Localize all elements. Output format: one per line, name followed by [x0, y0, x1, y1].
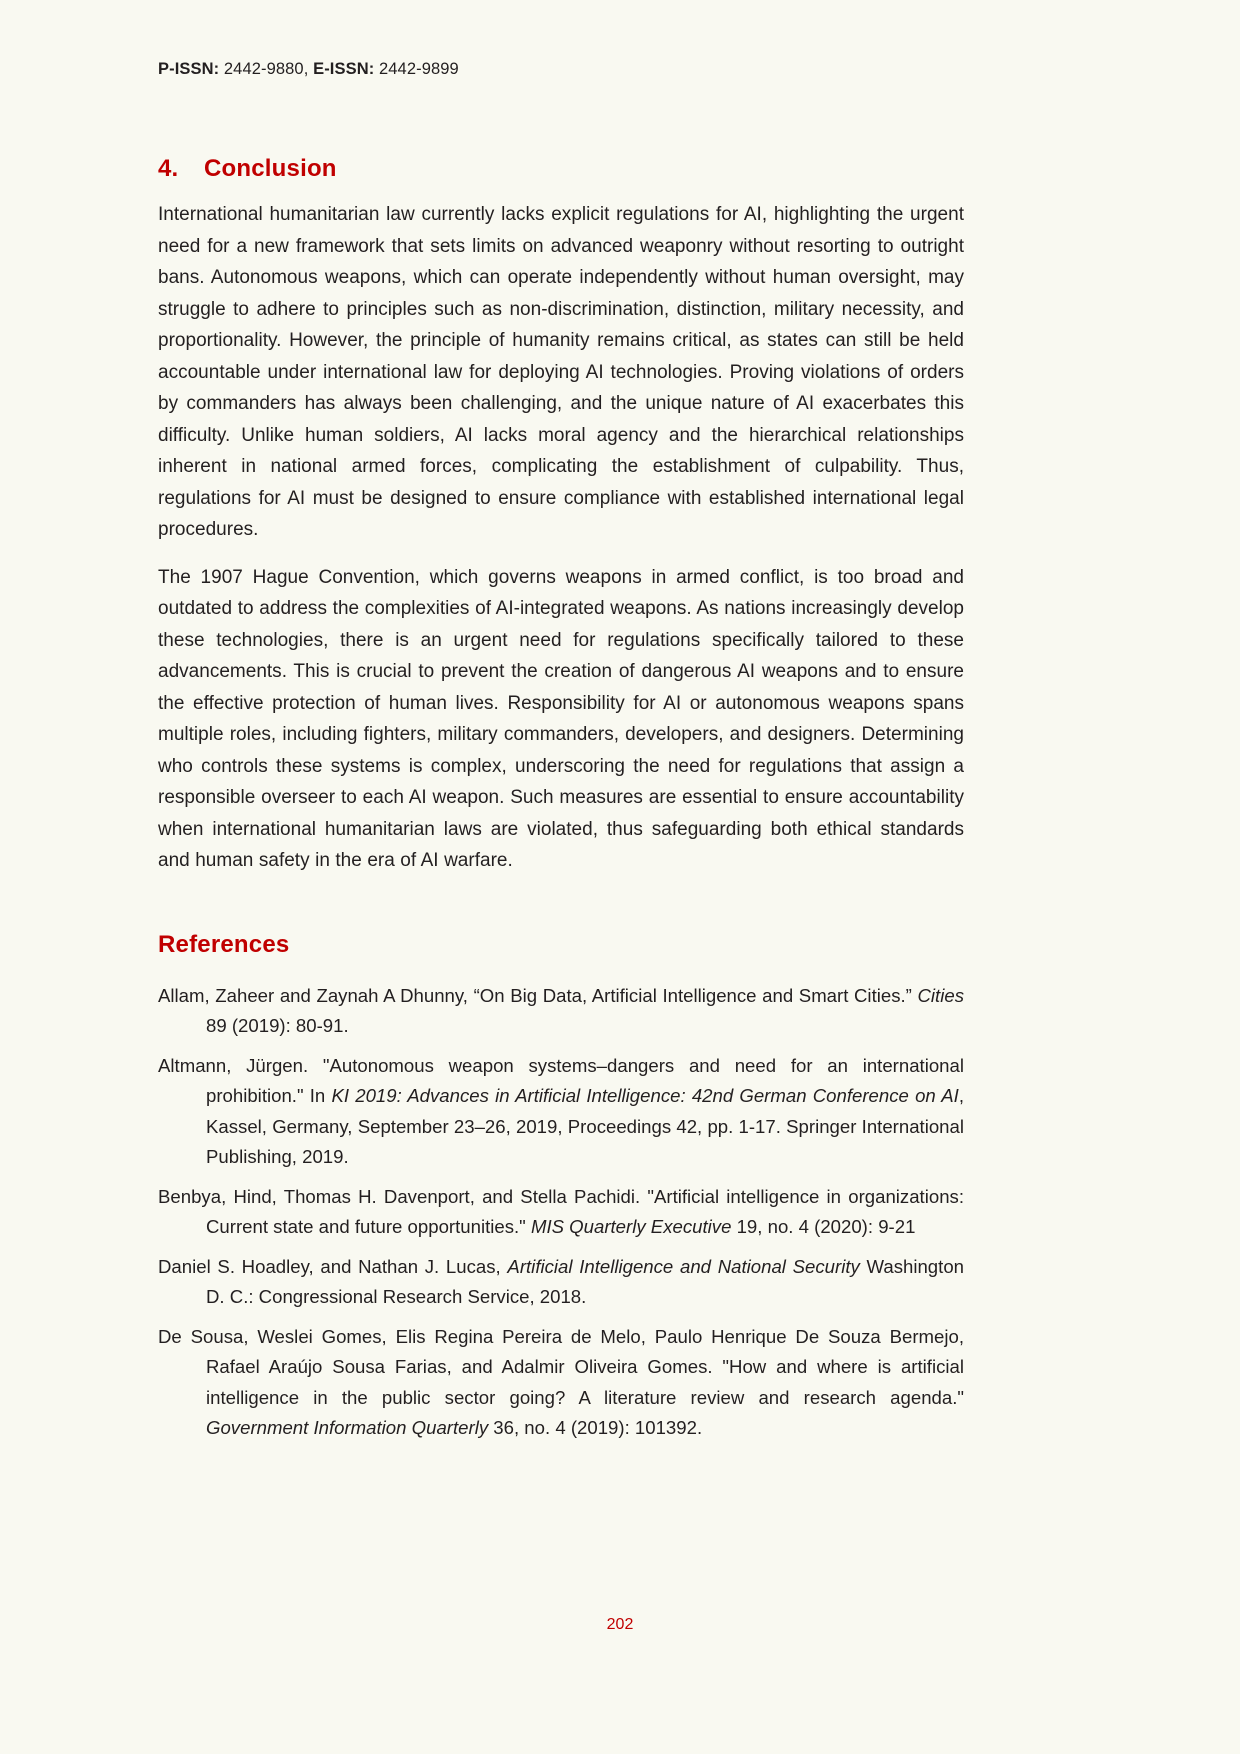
reference-title-italic: Artificial Intelligence and National Security	[507, 1255, 860, 1277]
reference-title-italic: Government Information Quarterly	[206, 1417, 489, 1438]
reference-text: 89 (2019): 80-91.	[206, 1015, 349, 1036]
reference-text: 36, no. 4 (2019): 101392.	[488, 1417, 703, 1438]
reference-text: , Kassel, Germany, September 23–26, 2019, Proceedings 42, pp. 1-17. Springer International Publishing, 2019.	[206, 1085, 964, 1167]
references-heading: References	[158, 930, 290, 958]
reference-text: Altmann, Jürgen. "Autonomous weapon systems–dangers and need for an international prohibition." In	[158, 1054, 964, 1106]
reference-item	[158, 1182, 964, 1243]
page-number: 202	[606, 1616, 634, 1633]
section-heading-conclusion	[158, 155, 964, 183]
reference-item	[158, 1051, 964, 1173]
conclusion-paragraph-1: International humanitarian law currently lacks explicit regulations for AI, highlighting the urgent need for a new framework that sets limits on advanced weaponry without resorting to outright bans. Autonomous weapons, which can operate independently without human oversight, may struggle to adhere to principles such as non-discrimination, distinction, military necessity, and proportionality. However, the principle of humanity remains critical, as states can still be held accountable under international law for deploying AI technologies. Proving violations of orders by commanders has always been challenging, and the unique nature of AI exacerbates this difficulty. Unlike human soldiers, AI lacks moral agency and the hierarchical relationships inherent in national armed forces, complicating the establishment of culpability. Thus, regulations for AI must be designed to ensure compliance with established international legal procedures.	[158, 204, 964, 540]
reference-title-italic: MIS Quarterly Executive	[530, 1216, 732, 1237]
e-issn-value: 2442-9899	[379, 60, 459, 78]
reference-text: 19, no. 4 (2020): 9-21	[731, 1216, 916, 1237]
reference-title-italic: Cities	[917, 984, 964, 1006]
p-issn-label: P-ISSN:	[158, 60, 220, 78]
p-issn-value: 2442-9880,	[223, 60, 309, 78]
section-title: Conclusion	[204, 155, 337, 182]
reference-item	[158, 1322, 964, 1444]
section-number: 4.	[158, 155, 179, 182]
reference-text: Washington D. C.: Congressional Research Service, 2018.	[206, 1255, 964, 1307]
reference-text: Daniel S. Hoadley, and Nathan J. Lucas,	[158, 1255, 508, 1277]
reference-list	[158, 981, 964, 1444]
reference-text: Benbya, Hind, Thomas H. Davenport, and Stella Pachidi. "Artificial intelligence in organizations: Current state and future opportunities."	[158, 1185, 964, 1237]
reference-text: De Sousa, Weslei Gomes, Elis Regina Pereira de Melo, Paulo Henrique De Souza Bermejo, Rafael Araújo Sousa Farias, and Adalmir Oliveira Gomes. "How and where is artificial intelligence in the public sector going? A literature review and research agenda."	[158, 1325, 964, 1408]
reference-text: Allam, Zaheer and Zaynah A Dhunny, “On Big Data, Artificial Intelligence and Smart Cities.”	[158, 984, 918, 1006]
e-issn-label: E-ISSN:	[313, 60, 375, 78]
reference-title-italic: KI 2019: Advances in Artificial Intelligence: 42nd German Conference on AI	[331, 1085, 959, 1106]
page-content	[158, 155, 964, 1453]
conclusion-paragraph-2: The 1907 Hague Convention, which governs weapons in armed conflict, is too broad and outdated to address the complexities of AI-integrated weapons. As nations increasingly develop these technologies, there is an urgent need for regulations specifically tailored to these advancements. This is crucial to prevent the creation of dangerous AI weapons and to ensure the effective protection of human lives. Responsibility for AI or autonomous weapons spans multiple roles, including fighters, military commanders, developers, and designers. Determining who controls these systems is complex, underscoring the need for regulations that assign a responsible overseer to each AI weapon. Such measures are essential to ensure accountability when international humanitarian laws are violated, thus safeguarding both ethical standards and human safety in the era of AI warfare.	[158, 566, 964, 871]
reference-item	[158, 981, 964, 1042]
reference-item	[158, 1252, 964, 1313]
running-head	[158, 60, 459, 79]
